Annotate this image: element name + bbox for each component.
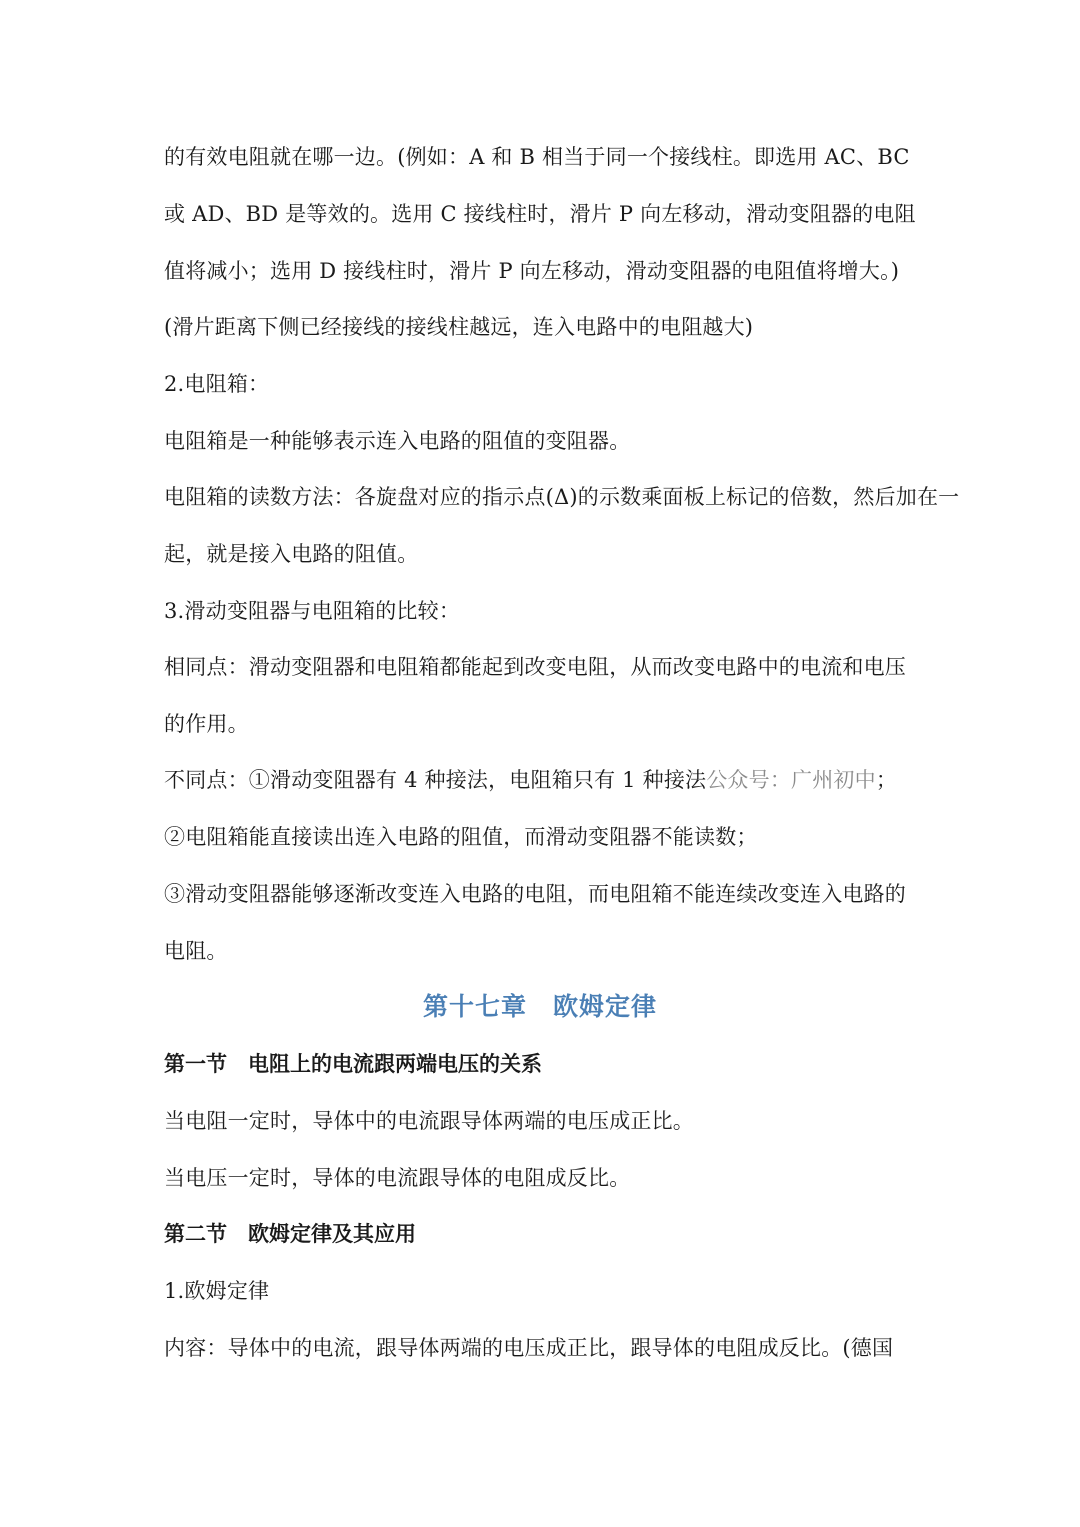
text-line: 的有效电阻就在哪一边。(例如：A 和 B 相当于同一个接线柱。即选用 AC、BC — [164, 145, 910, 169]
list-heading: 1.欧姆定律 — [164, 1279, 270, 1303]
text-line: 的作用。 — [164, 712, 249, 736]
text-line: ③滑动变阻器能够逐渐改变连入电路的电阻，而电阻箱不能连续改变连入电路的 — [164, 882, 906, 906]
text-line: 当电压一定时，导体的电流跟导体的电阻成反比。 — [164, 1166, 631, 1190]
text-line: 内容：导体中的电流，跟导体两端的电压成正比，跟导体的电阻成反比。(德国 — [164, 1336, 894, 1360]
list-heading: 3.滑动变阻器与电阻箱的比较： — [164, 599, 461, 623]
difference-text: 不同点：①滑动变阻器有 4 种接法，电阻箱只有 1 种接法 — [164, 768, 707, 792]
text-line: 当电阻一定时，导体中的电流跟导体两端的电压成正比。 — [164, 1109, 694, 1133]
watermark-text: 公众号：广州初中 — [706, 768, 876, 792]
text-line: 相同点：滑动变阻器和电阻箱都能起到改变电阻，从而改变电路中的电流和电压 — [164, 655, 906, 679]
section-title: 第一节 电阻上的电流跟两端电压的关系 — [164, 1052, 542, 1076]
text-line: 或 AD、BD 是等效的。选用 C 接线柱时，滑片 P 向左移动，滑动变阻器的电阻 — [164, 202, 916, 226]
text-line: 电阻。 — [164, 939, 228, 963]
difference-line — [164, 766, 924, 794]
text-line: ②电阻箱能直接读出连入电路的阻值，而滑动变阻器不能读数； — [164, 825, 758, 849]
section-title: 第二节 欧姆定律及其应用 — [164, 1222, 416, 1246]
text-line: 电阻箱是一种能够表示连入电路的阻值的变阻器。 — [164, 429, 631, 453]
text-line: (滑片距离下侧已经接线的接线柱越远，连入电路中的电阻越大) — [164, 315, 754, 339]
text-line: 起，就是接入电路的阻值。 — [164, 542, 419, 566]
chapter-title: 第十七章 欧姆定律 — [422, 992, 657, 1021]
text-line: 电阻箱的读数方法：各旋盘对应的指示点(Δ)的示数乘面板上标记的倍数，然后加在一 — [164, 485, 960, 509]
list-heading: 2.电阻箱： — [164, 372, 270, 396]
difference-punct: ； — [875, 768, 898, 792]
text-line: 值将减小；选用 D 接线柱时，滑片 P 向左移动，滑动变阻器的电阻值将增大。) — [164, 259, 900, 283]
